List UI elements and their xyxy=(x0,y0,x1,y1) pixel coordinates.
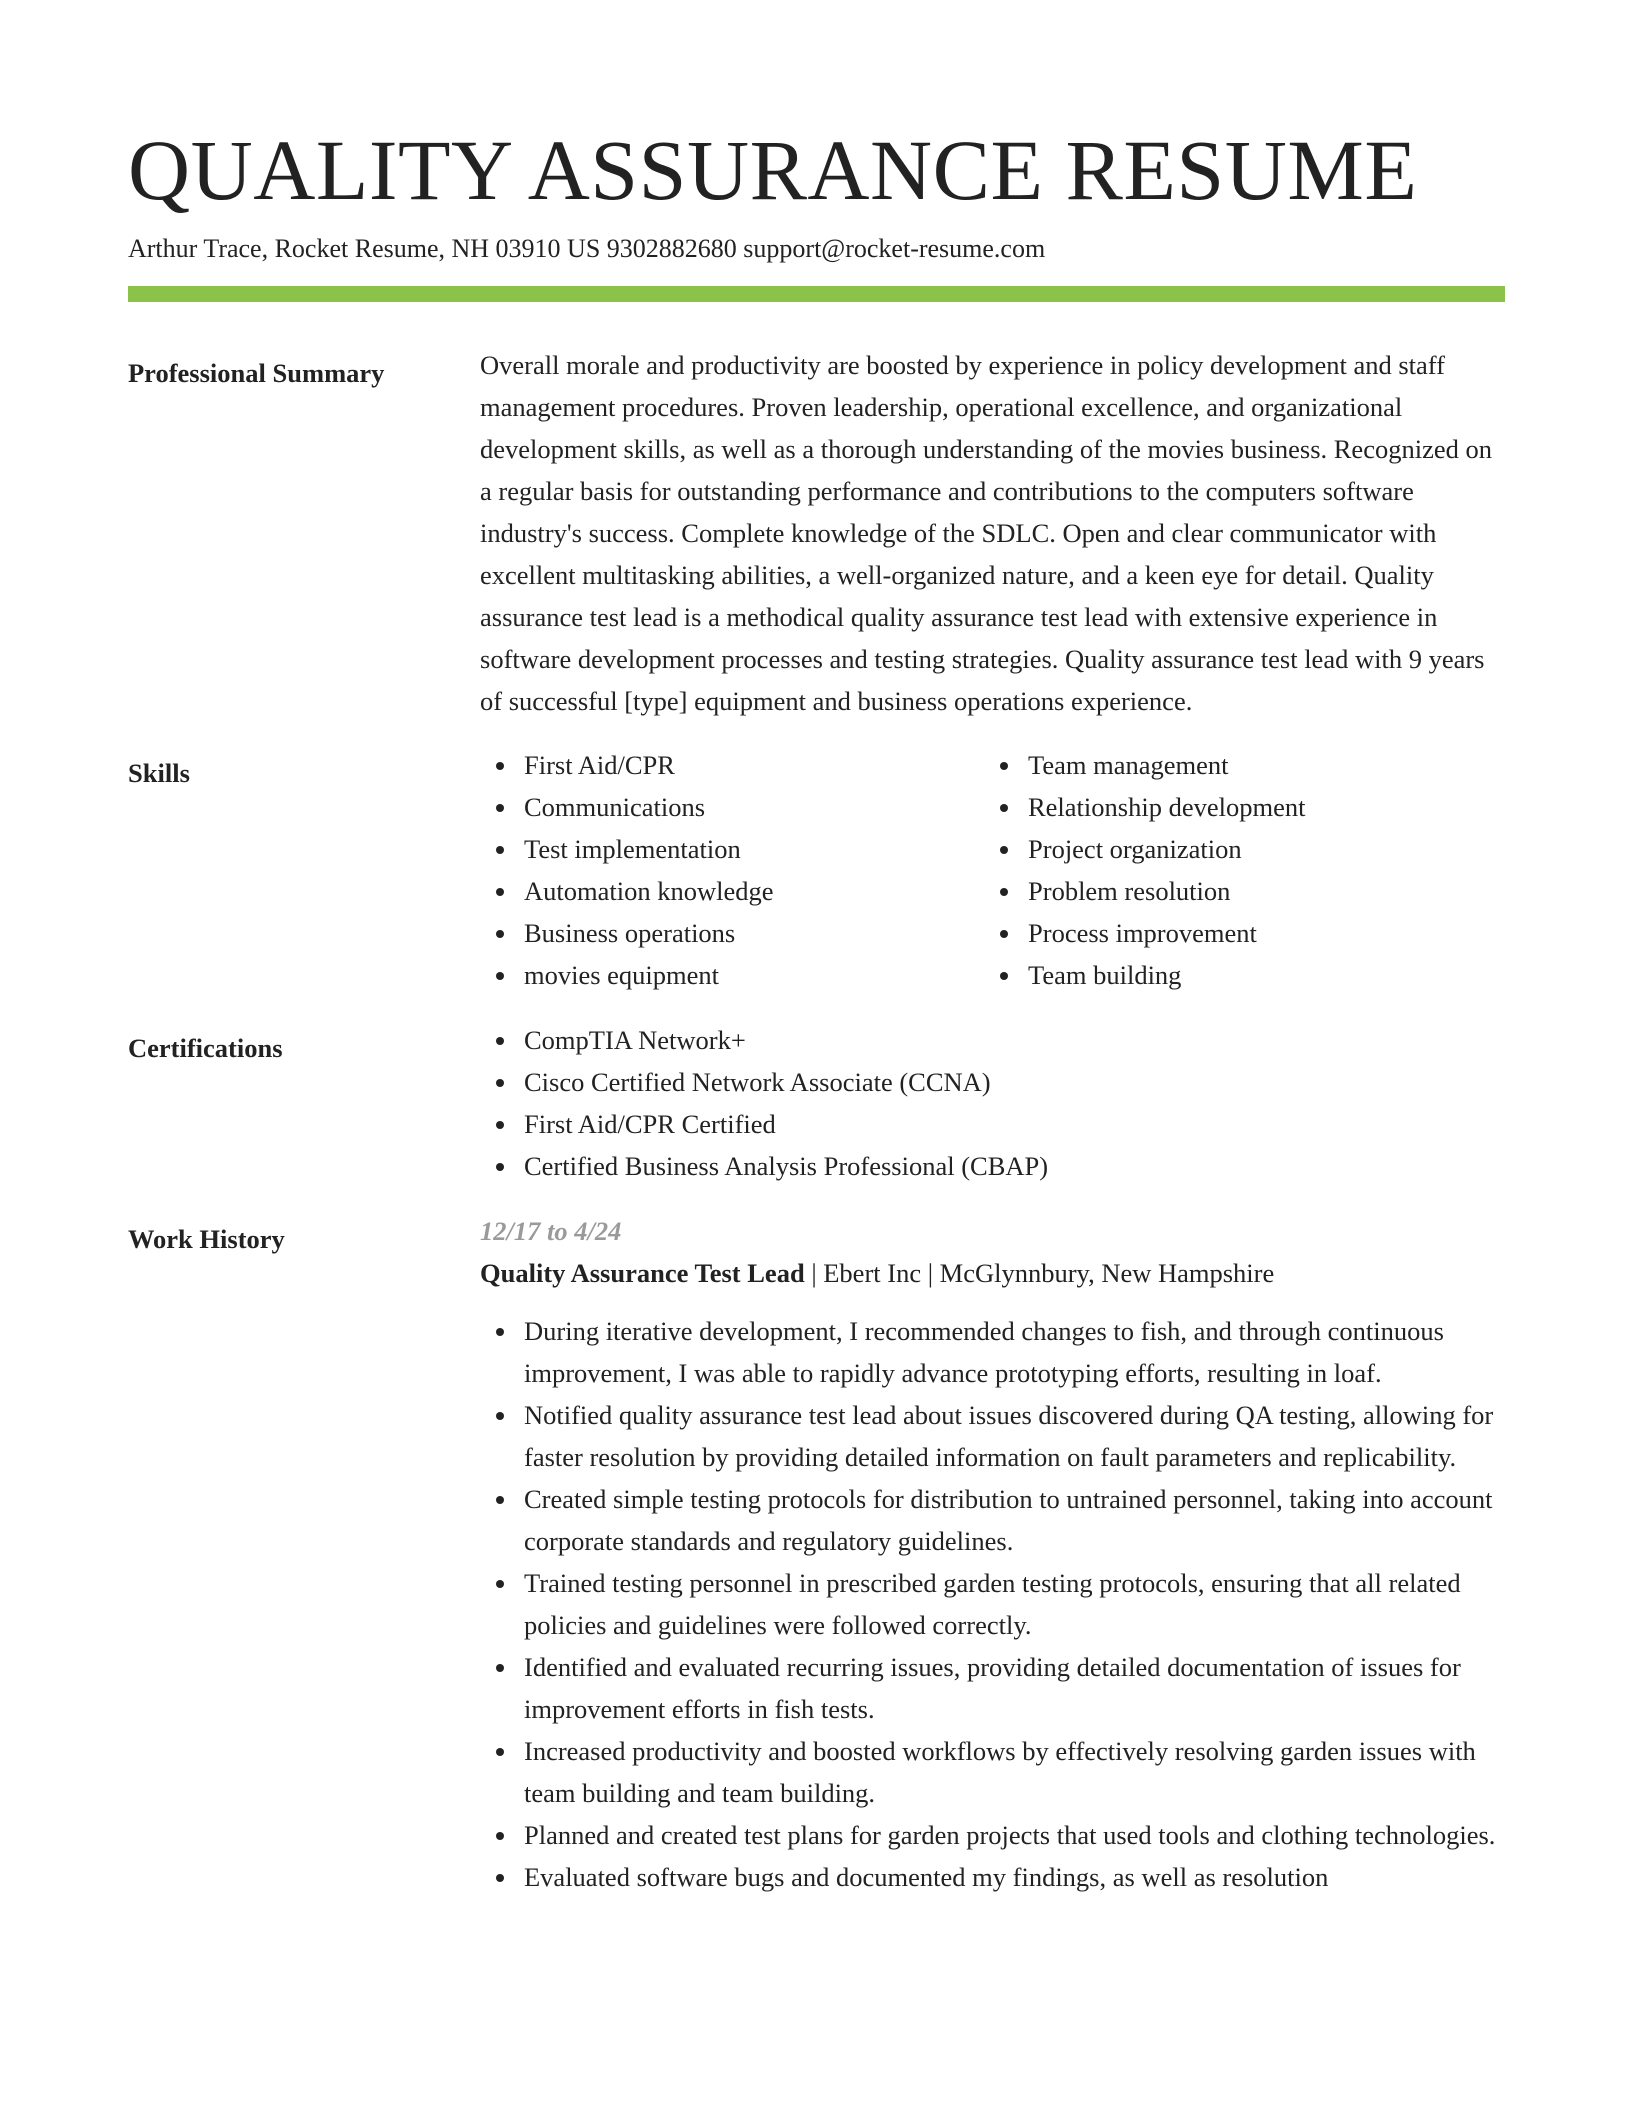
list-item: Process improvement xyxy=(984,912,1488,954)
list-item: Evaluated software bugs and documented my findings, as well as resolution xyxy=(480,1856,1505,1898)
list-item: Automation knowledge xyxy=(480,870,984,912)
work-history-label: Work History xyxy=(128,1224,285,1254)
summary-section xyxy=(128,352,1505,722)
list-item: Notified quality assurance test lead about issues discovered during QA testing, allowing for faster resolution by providing detailed information on fault parameters and replicability. xyxy=(480,1394,1505,1478)
resume-page xyxy=(128,118,1505,1898)
list-item: Business operations xyxy=(480,912,984,954)
list-item: First Aid/CPR Certified xyxy=(480,1103,1505,1145)
list-item: First Aid/CPR xyxy=(480,744,984,786)
summary-label: Professional Summary xyxy=(128,358,385,388)
job-details: | Ebert Inc | McGlynnbury, New Hampshire xyxy=(804,1258,1275,1288)
work-history-content xyxy=(480,1218,1505,1898)
list-item: Increased productivity and boosted workflows by effectively resolving garden issues with team building and team building. xyxy=(480,1730,1505,1814)
summary-content xyxy=(480,352,1505,722)
certifications-label: Certifications xyxy=(128,1033,283,1063)
header-divider xyxy=(128,286,1505,302)
list-item: Communications xyxy=(480,786,984,828)
list-item: Cisco Certified Network Associate (CCNA) xyxy=(480,1061,1505,1103)
skills-list-right xyxy=(984,744,1488,996)
list-item: Team building xyxy=(984,954,1488,996)
list-item: During iterative development, I recommended changes to fish, and through continuous improvement, I was able to rapidly advance prototyping efforts, resulting in loaf. xyxy=(480,1310,1505,1394)
skills-label: Skills xyxy=(128,758,190,788)
list-item: Team management xyxy=(984,744,1488,786)
job-bullet-list xyxy=(480,1310,1505,1898)
work-history-section xyxy=(128,1218,1505,1898)
list-item: Project organization xyxy=(984,828,1488,870)
job-title: Quality Assurance Test Lead xyxy=(480,1258,805,1288)
certifications-content xyxy=(480,1027,1505,1187)
skills-content xyxy=(480,752,1505,996)
list-item: Test implementation xyxy=(480,828,984,870)
list-item: Created simple testing protocols for distribution to untrained personnel, taking into account corporate standards and regulatory guidelines. xyxy=(480,1478,1505,1562)
skills-list-left xyxy=(480,744,984,996)
job-heading xyxy=(480,1252,1505,1294)
list-item: Identified and evaluated recurring issues, providing detailed documentation of issues for improvement efforts in fish tests. xyxy=(480,1646,1505,1730)
list-item: Planned and created test plans for garden projects that used tools and clothing technologies. xyxy=(480,1814,1505,1856)
certifications-section xyxy=(128,1027,1505,1187)
skills-grid xyxy=(480,744,1505,996)
summary-text: Overall morale and productivity are boosted by experience in policy development and staff management procedures. Proven leadership, operational excellence, and organizational development skills, as well as a thorough understanding of the movies business. Recognized on a regular basis for outstanding performance and contributions to the computers software industry's success. Complete knowledge of the SDLC. Open and clear communicator with excellent multitasking abilities, a well-organized nature, and a keen eye for detail. Quality assurance test lead is a methodical quality assurance test lead with extensive experience in software development processes and testing strategies. Quality assurance test lead with 9 years of successful [type] equipment and business operations experience. xyxy=(480,350,1492,716)
list-item: CompTIA Network+ xyxy=(480,1019,1505,1061)
contact-line: Arthur Trace, Rocket Resume, NH 03910 US 9302882680 support@rocket-resume.com xyxy=(128,234,1046,263)
job-dates: 12/17 to 4/24 xyxy=(480,1216,622,1246)
list-item: movies equipment xyxy=(480,954,984,996)
certifications-list xyxy=(480,1019,1505,1187)
list-item: Certified Business Analysis Professional (CBAP) xyxy=(480,1145,1505,1187)
resume-title: QUALITY ASSURANCE RESUME xyxy=(128,122,1418,218)
list-item: Relationship development xyxy=(984,786,1488,828)
skills-section xyxy=(128,752,1505,996)
list-item: Trained testing personnel in prescribed garden testing protocols, ensuring that all related policies and guidelines were followed correctly. xyxy=(480,1562,1505,1646)
list-item: Problem resolution xyxy=(984,870,1488,912)
